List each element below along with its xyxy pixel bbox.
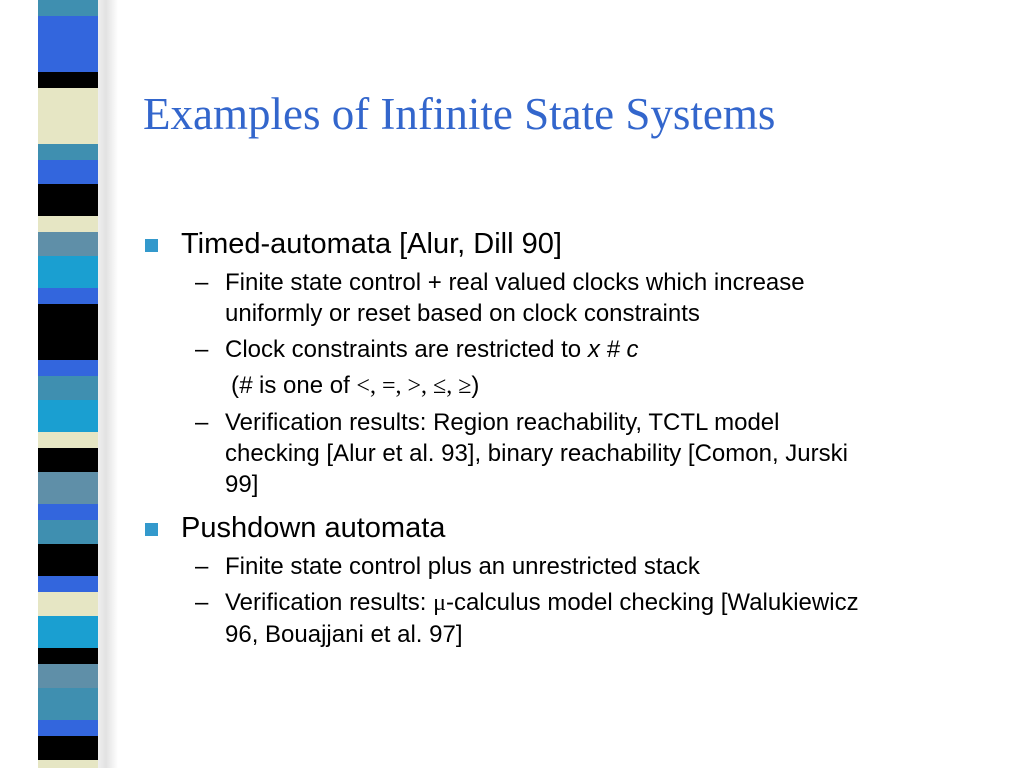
decorative-stripe-bar <box>0 0 118 768</box>
stripe-segment <box>38 504 98 520</box>
stripe-segment <box>38 304 98 328</box>
stripe-segment <box>38 544 98 576</box>
sub-bullet-clocks <box>143 267 1003 329</box>
stripe-segment <box>38 736 98 760</box>
square-bullet-icon <box>145 523 158 536</box>
sub-bullet-text-cont: uniformly or reset based on clock constraints <box>225 300 700 327</box>
bullet-timed-automata <box>143 226 1003 262</box>
stripe-segment <box>38 448 98 472</box>
slide-title: Examples of Infinite State Systems <box>143 89 776 139</box>
stripe-segment <box>38 616 98 648</box>
slide-body <box>143 226 1003 650</box>
dash-icon: – <box>195 409 209 436</box>
sub-bullet-clock-constraints <box>143 334 1003 365</box>
note-text: is one of <box>252 372 357 399</box>
stripe-segment <box>38 160 98 184</box>
stripe-segment <box>38 472 98 504</box>
bullet-pushdown-automata <box>143 510 1003 546</box>
sub-bullet-text-cont: 99] <box>225 471 259 498</box>
sub-bullet-text: Clock constraints are restricted to <box>225 336 588 363</box>
sub-bullet-text-cont: 96, Bouajjani et al. 97] <box>225 621 463 648</box>
constraint-expression: x # c <box>587 336 639 363</box>
constraint-note <box>143 370 1003 402</box>
stripe-segment <box>38 328 98 360</box>
note-close-paren: ) <box>471 372 480 399</box>
sub-bullet-verification-timed <box>143 407 1003 500</box>
stripe-segment <box>38 256 98 288</box>
stripe-segment <box>38 72 98 88</box>
stripe-segment <box>38 288 98 304</box>
sub-bullet-text: Finite state control plus an unrestricted stack <box>225 553 700 580</box>
stripe-segment <box>38 88 98 112</box>
sub-bullet-text: Verification results: <box>225 589 434 616</box>
stripe-segment <box>38 760 98 768</box>
stripe-segment <box>38 112 98 144</box>
stripe-segment <box>38 0 98 16</box>
sub-bullet-text-cont: checking [Alur et al. 93], binary reachability [Comon, Jurski <box>225 440 848 467</box>
sub-bullet-text: Verification results: Region reachability, TCTL model <box>225 409 780 436</box>
dash-icon: – <box>195 269 209 296</box>
dash-icon: – <box>195 336 209 363</box>
stripe-segment <box>38 16 98 40</box>
dash-icon: – <box>195 589 209 616</box>
bullet-text: Pushdown automata <box>181 512 446 544</box>
stripe-segment <box>38 520 98 544</box>
bullet-text: Timed-automata [Alur, Dill 90] <box>181 228 562 260</box>
stripe-segment <box>38 40 98 72</box>
stripe-segment <box>38 720 98 736</box>
stripe-segment <box>38 400 98 432</box>
sub-bullet-stack <box>143 551 1003 582</box>
dash-icon: – <box>195 553 209 580</box>
sub-bullet-verification-pushdown <box>143 587 1003 650</box>
stripe-segment <box>38 216 98 232</box>
sub-bullet-text-rest: -calculus model checking [Walukiewicz <box>445 589 859 616</box>
note-open-paren: ( <box>231 372 239 399</box>
sub-bullet-text: Finite state control + real valued clocks which increase <box>225 269 805 296</box>
stripe-segment <box>38 144 98 160</box>
stripe-segment <box>38 576 98 592</box>
mu-symbol: μ <box>433 590 446 616</box>
stripe-segment <box>38 688 98 720</box>
stripe-segment <box>38 664 98 688</box>
stripe-segment <box>38 184 98 216</box>
note-operators: <, =, >, ≤, ≥ <box>356 373 472 399</box>
stripe-segment <box>38 232 98 256</box>
stripe-segment <box>38 432 98 448</box>
square-bullet-icon <box>145 239 158 252</box>
stripe-segment <box>38 648 98 664</box>
stripe-segment <box>38 360 98 376</box>
stripe-segment <box>38 376 98 400</box>
stripe-segment <box>38 592 98 616</box>
note-symbol: # <box>239 372 253 399</box>
